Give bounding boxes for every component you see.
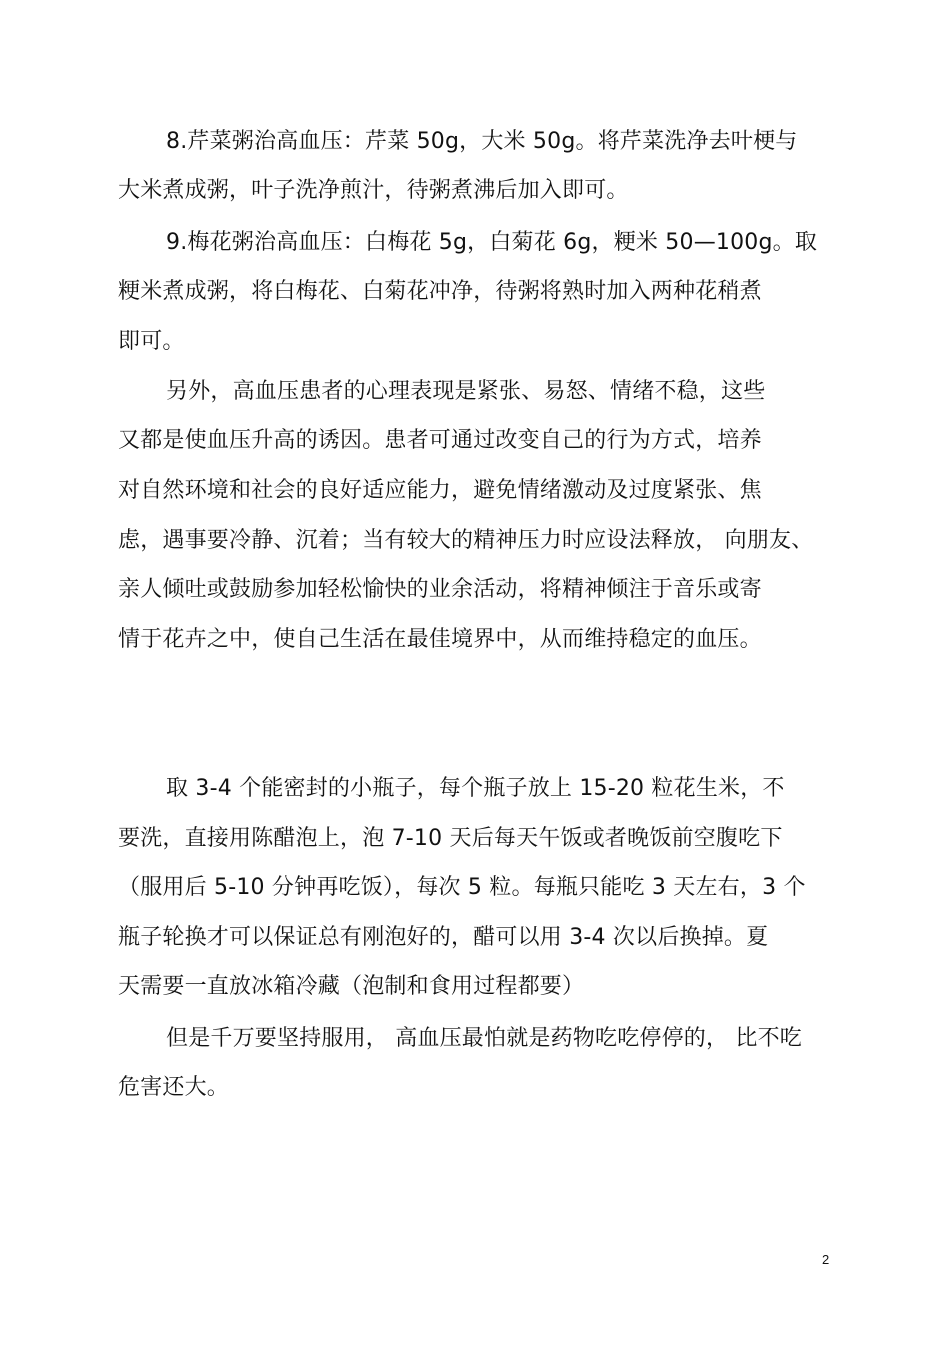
warning-line-1: 但是千万要坚持服用， 高血压最怕就是药物吃吃停停的， 比不吃	[166, 1026, 802, 1051]
recipe-9-line-2: 粳米煮成粥，将白梅花、白菊花冲净，待粥将熟时加入两种花稍煮	[118, 279, 762, 304]
page-number: 2	[822, 1252, 830, 1267]
peanut-line-1: 取 3-4 个能密封的小瓶子，每个瓶子放上 15-20 粒花生米，不	[166, 776, 785, 801]
psychology-line-6: 情于花卉之中，使自己生活在最佳境界中，从而维持稳定的血压。	[118, 627, 762, 652]
warning-line-2: 危害还大。	[118, 1075, 230, 1100]
recipe-8-line-1: 8.芹菜粥治高血压：芹菜 50g，大米 50g。将芹菜洗净去叶梗与	[166, 129, 798, 154]
recipe-9-line-3: 即可。	[118, 329, 185, 354]
recipe-8-line-2: 大米煮成粥，叶子洗净煎汁，待粥煮沸后加入即可。	[118, 178, 629, 203]
psychology-line-1: 另外，高血压患者的心理表现是紧张、易怒、情绪不稳，这些	[166, 379, 766, 404]
peanut-line-2: 要洗，直接用陈醋泡上，泡 7-10 天后每天午饭或者晚饭前空腹吃下	[118, 826, 783, 851]
psychology-line-4: 虑，遇事要冷静、沉着；当有较大的精神压力时应设法释放， 向朋友、	[118, 528, 814, 553]
peanut-line-4: 瓶子轮换才可以保证总有刚泡好的，醋可以用 3-4 次以后换掉。夏	[118, 925, 769, 950]
psychology-line-2: 又都是使血压升高的诱因。患者可通过改变自己的行为方式，培养	[118, 428, 762, 453]
psychology-line-3: 对自然环境和社会的良好适应能力，避免情绪激动及过度紧张、焦	[118, 478, 762, 503]
peanut-line-5: 天需要一直放冰箱冷藏（泡制和食用过程都要）	[118, 974, 585, 999]
recipe-9-line-1: 9.梅花粥治高血压：白梅花 5g，白菊花 6g，粳米 50—100g。取	[166, 230, 818, 255]
psychology-line-5: 亲人倾吐或鼓励参加轻松愉快的业余活动，将精神倾注于音乐或寄	[118, 577, 762, 602]
peanut-line-3: （服用后 5-10 分钟再吃饭），每次 5 粒。每瓶只能吃 3 天左右，3 个	[118, 875, 806, 900]
